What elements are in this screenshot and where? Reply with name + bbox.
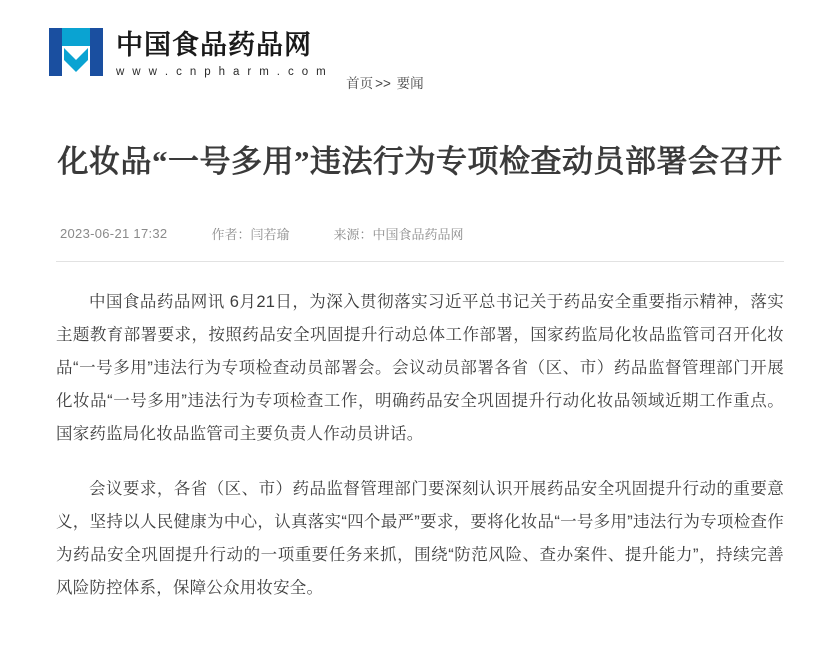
breadcrumb-separator: >> [375,76,391,91]
article-source: 来源：中国食品药品网 [333,227,464,242]
article-body [56,286,784,605]
article-meta [56,224,784,243]
meta-divider [56,261,784,262]
breadcrumb-current[interactable]: 要闻 [396,76,424,91]
article-paragraph: 中国食品药品网讯 6月21日，为深入贯彻落实习近平总书记关于药品安全重要指示精神，落实主题教育部署要求，按照药品安全巩固提升行动总体工作部署，国家药监局化妆品监管司召开化妆品“一号多用”违法行为专项检查动员部署会。会议动员部署各省（区、市）药品监督管理部门开展化妆品“一号多用”违法行为专项检查工作，明确药品安全巩固提升行动化妆品领域近期工作重点。国家药监局化妆品监管司主要负责人作动员讲话。 [56,293,784,443]
cnpharm-logo-icon[interactable] [46,26,106,78]
site-logo[interactable] [46,26,328,78]
logo-site-url: w w w . c n p h a r m . c o m [116,66,329,78]
article-paragraph: 会议要求，各省（区、市）药品监督管理部门要深刻认识开展药品安全巩固提升行动的重要意义，坚持以人民健康为中心，认真落实“四个最严”要求，要将化妆品“一号多用”违法行为专项检查作为药品安全巩固提升行动的一项重要任务来抓，围绕“防范风险、查办案件、提升能力”，持续完善风险防控体系，保障公众用妆安全。 [56,480,784,597]
breadcrumb [346,72,424,104]
page-title: 化妆品“一号多用”违法行为专项检查动员部署会召开 [57,144,783,179]
article-date: 2023-06-21 17:32 [60,226,168,241]
logo-site-name: 中国食品药品网 [116,30,312,60]
breadcrumb-home[interactable]: 首页 [346,76,374,91]
article-author: 作者：闫若瑜 [211,227,290,242]
site-header [0,0,840,104]
article-container [0,138,840,605]
